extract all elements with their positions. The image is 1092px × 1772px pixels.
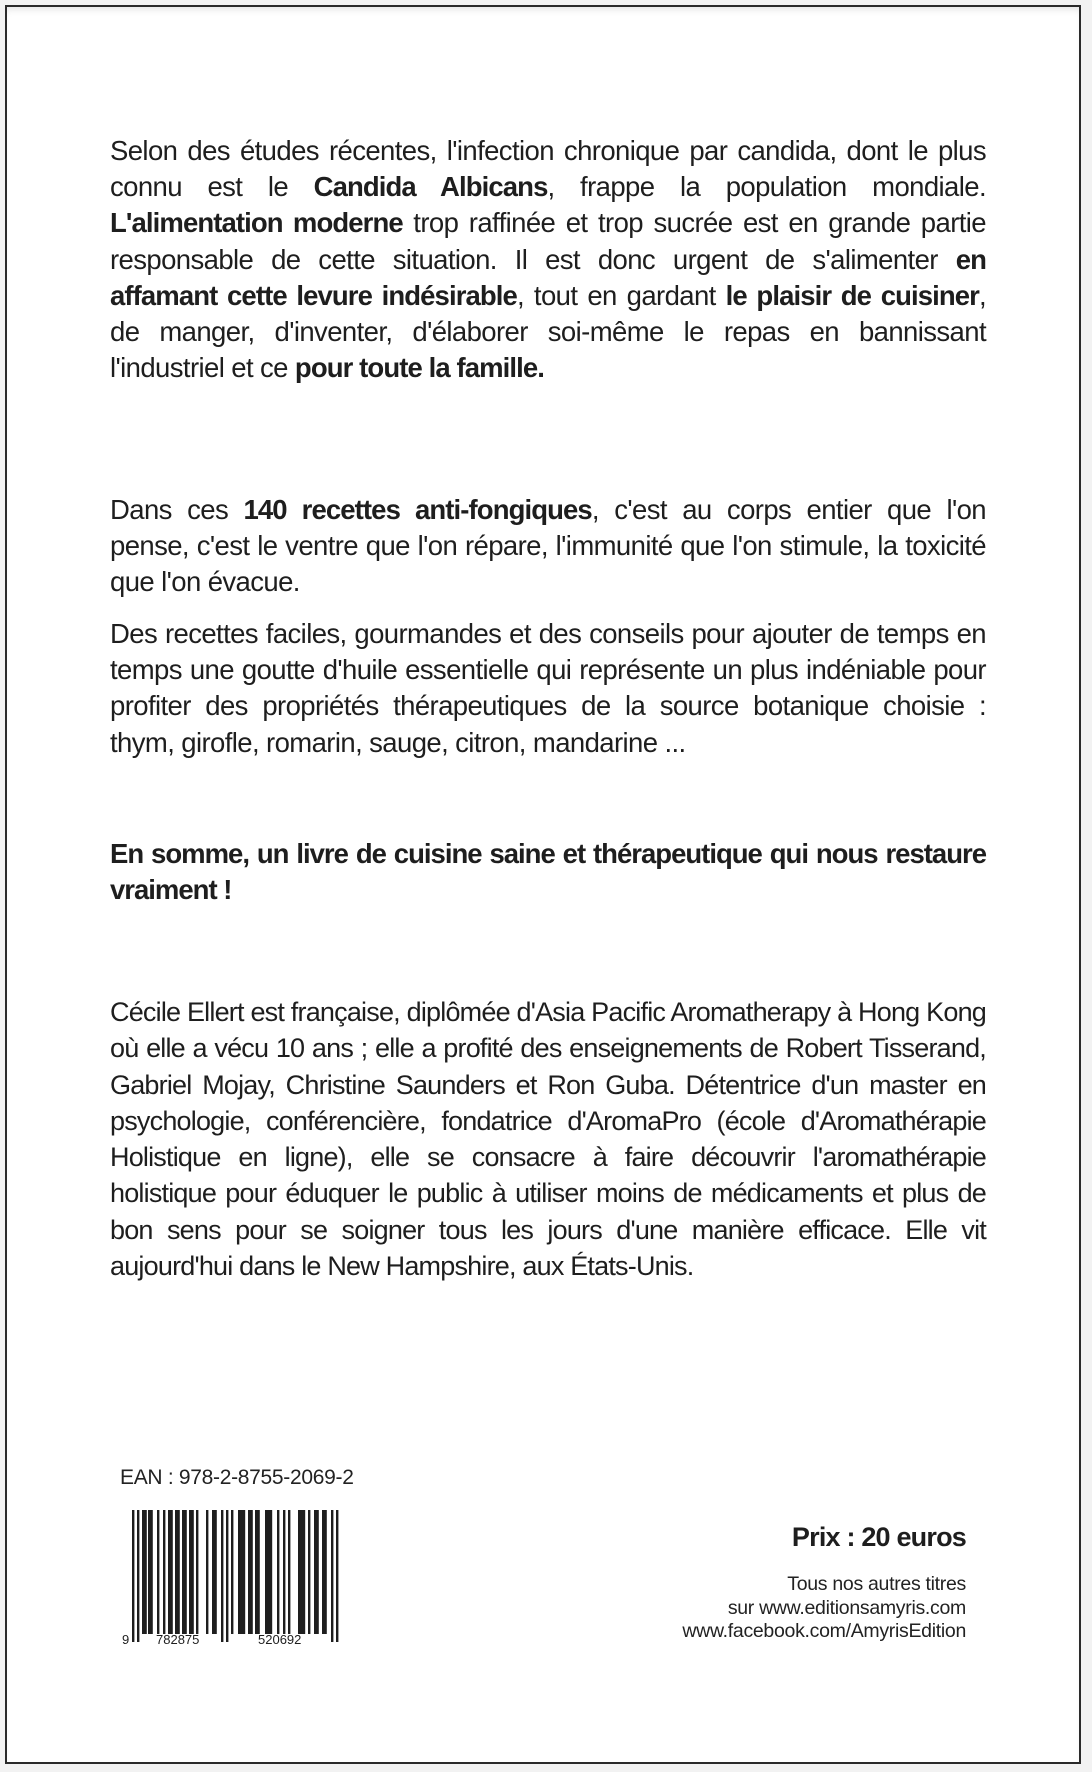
p1-text-2: , frappe la population mondiale. [547,171,986,203]
summary-paragraph-3: Des recettes faciles, gourmandes et des conseils pour ajouter de temps en temps une goutte d'huile essentielle qui représente un plus indéniable pour profiter des propriétés thérapeutiques de la source botanique choisie : thym, girofle, romarin, sauge, citron, mandarine ... [110,618,986,758]
publisher-facebook: www.facebook.com/AmyrisEdition [682,1620,966,1642]
summary-conclusion: En somme, un livre de cuisine saine et thérapeutique qui nous restaure vraiment ! [110,838,986,906]
summary-paragraph-2 [110,492,986,601]
p2-bold-recettes: 140 recettes anti-fongiques [243,494,592,525]
summary-paragraph-1 [110,133,986,386]
barcode-lead-digit: 9 [122,1632,130,1647]
barcode-icon [120,1510,380,1648]
p1-bold-plaisir: le plaisir de cuisiner [725,279,979,311]
p1-text-3: trop raffinée et trop sucrée est en grande partie responsable de cette situation. Il est donc urgent de s'alimenter [110,207,987,275]
ean-label: EAN : 978-2-8755-2069-2 [120,1466,354,1489]
p1-text-4: , tout en gardant [516,279,726,311]
price-label: Prix : 20 euros [791,1522,966,1552]
p1-bold-famille: pour toute la famille. [294,352,545,384]
p1-text-1: Selon des études récentes, l'infection chronique par candida, dont le plus connu est le [110,135,986,203]
barcode-right-digits: 520692 [258,1632,302,1647]
p1-text-5: , de manger, d'inventer, d'élaborer soi-même le repas en bannissant l'industriel et ce [110,279,987,384]
book-back-cover [5,5,1081,1764]
barcode-left-digits: 782875 [156,1632,200,1647]
publisher-line-titles: Tous nos autres titres [787,1573,966,1595]
p2-text-1: Dans ces [110,494,244,525]
author-bio: Cécile Ellert est française, diplômée d'Asia Pacific Aromatherapy à Hong Kong où elle a vécu 10 ans ; elle a profité des enseignements de Robert Tisserand, Gabriel Mojay, Christine Saunders et Ron Guba. Détentrice d'un master en psychologie, conférencière, fondatrice d'AromaPro (école d'Aromathérapie Holistique en ligne), elle se consacre à faire découvrir l'aromathérapie holistique pour éduquer le public à utiliser moins de médicaments et plus de bon sens pour se soigner tous les jours d'une manière efficace. Elle vit aujourd'hui dans le New Hampshire, aux États-Unis. [110,997,986,1282]
p1-bold-alimentation-moderne: L'alimentation moderne [110,207,403,239]
publisher-info [682,1573,966,1644]
publisher-website: sur www.editionsamyris.com [727,1596,966,1619]
p2-text-2: , c'est au corps entier que l'on pense, c'est le ventre que l'on répare, l'immunité que l'on stimule, la toxicité que l'on évacue. [110,494,986,598]
p1-bold-affamant: en affamant cette levure indésirable [110,243,986,311]
p1-bold-candida-albicans: Candida Albicans [313,171,548,203]
